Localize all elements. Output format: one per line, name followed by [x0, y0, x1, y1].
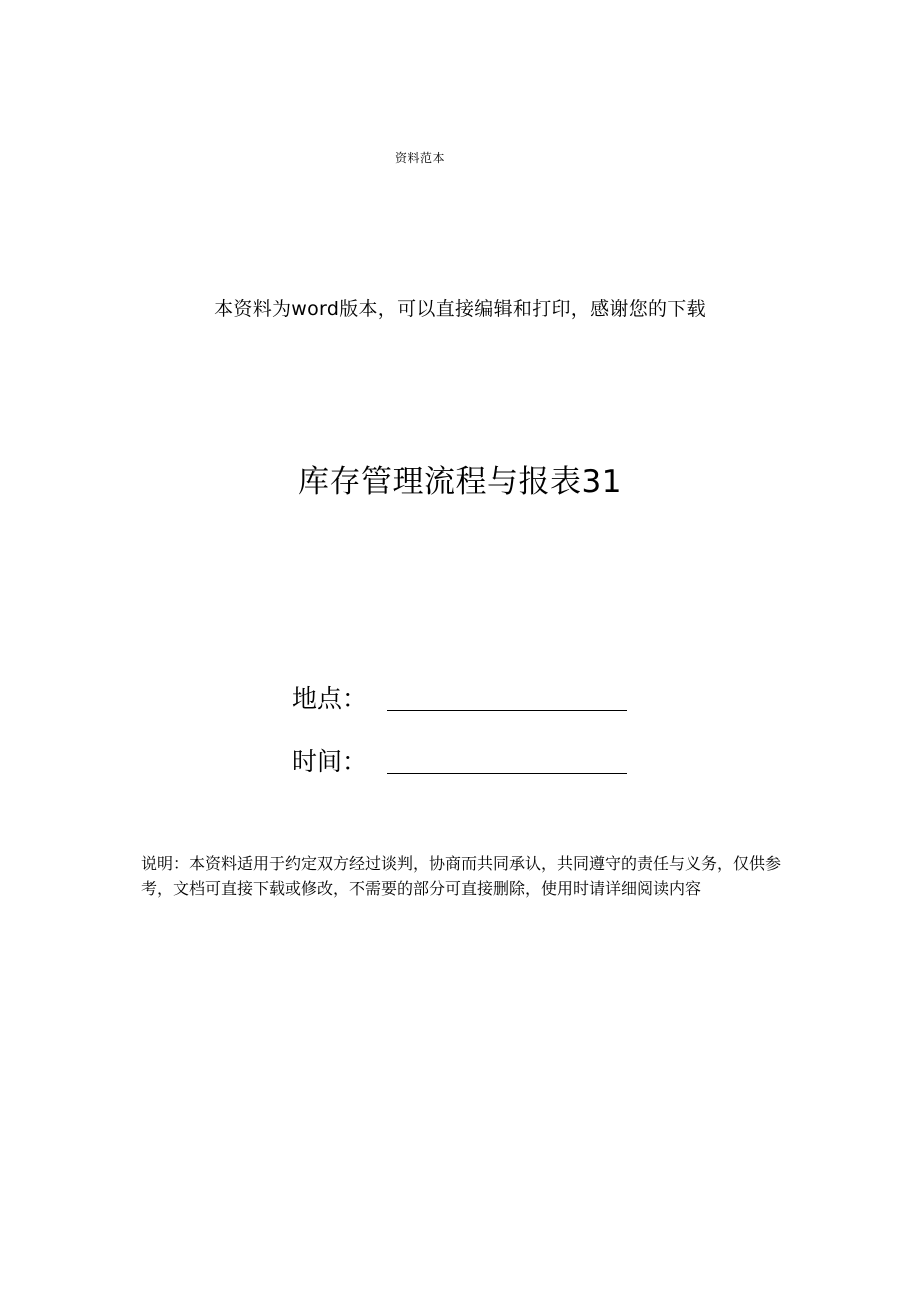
location-label: 地点： [292, 684, 368, 713]
location-field [292, 675, 627, 715]
time-field [292, 738, 627, 778]
document-title: 库存管理流程与报表31 [298, 464, 622, 500]
time-label: 时间： [292, 747, 368, 776]
header-label: 资料范本 [394, 151, 445, 165]
description-text: 说明：本资料适用于约定双方经过谈判，协商而共同承认，共同遵守的责任与义务，仅供参考，文档可直接下载或修改，不需要的部分可直接删除，使用时请详细阅读内容 [141, 854, 782, 898]
download-notice: 本资料为word版本，可以直接编辑和打印，感谢您的下载 [214, 298, 706, 320]
time-blank-line [387, 773, 627, 774]
location-blank-line [387, 710, 627, 711]
